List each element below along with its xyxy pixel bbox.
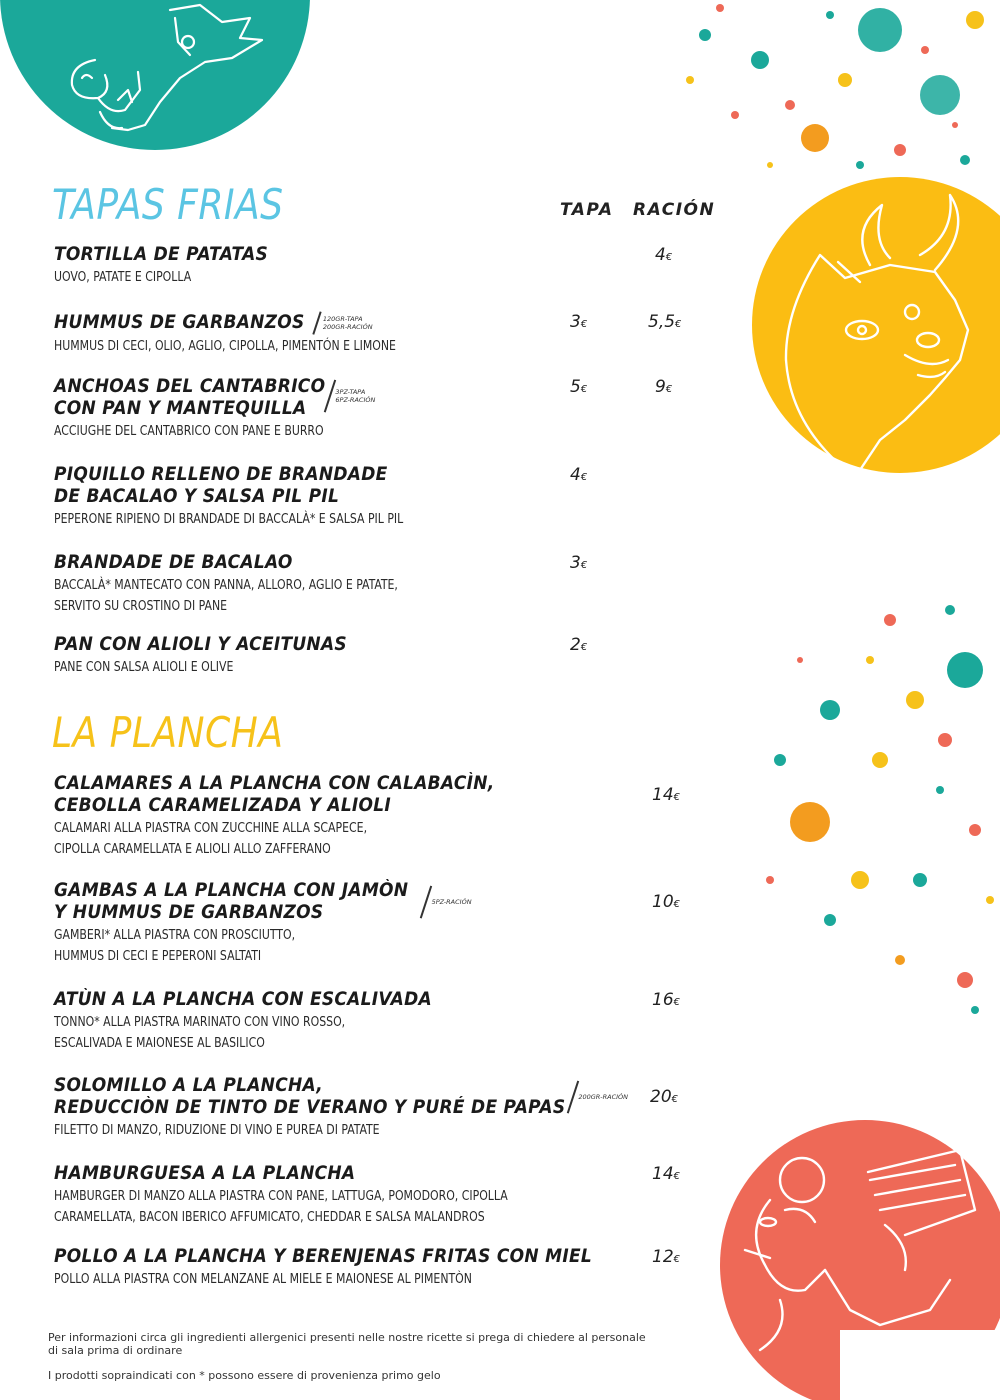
item-name: HAMBURGUESA A LA PLANCHA: [54, 1163, 356, 1184]
item-name: PAN CON ALIOLI Y ACEITUNAS: [54, 634, 347, 655]
item-description-line2: CARAMELLATA, BACON IBERICO AFFUMICATO, CHEDDAR E SALSA MALANDROS: [54, 1209, 485, 1225]
price-racion: 9€: [655, 377, 673, 397]
item-description-line2: HUMMUS DI CECI E PEPERONI SALTATI: [54, 948, 262, 964]
price-tapa: 4€: [570, 465, 588, 485]
item-name-line2: Y HUMMUS DE GARBANZOS: [54, 902, 324, 923]
menu-item: [54, 634, 654, 677]
item-name: BRANDADE DE BACALAO: [54, 552, 293, 573]
item-name: GAMBAS A LA PLANCHA CON JAMÒN: [54, 880, 409, 901]
portion-note: 3PZ-TAPA 6PZ-RACIÓN: [329, 379, 375, 413]
item-name: SOLOMILLO A LA PLANCHA,: [54, 1075, 323, 1096]
column-header-tapa: TAPA: [560, 200, 614, 220]
menu-item: [54, 773, 654, 859]
price-tapa: 3€: [570, 312, 588, 332]
item-description: PANE CON SALSA ALIOLI E OLIVE: [54, 659, 234, 675]
item-name: TORTILLA DE PATATAS: [54, 244, 269, 265]
item-description-line2: CIPOLLA CARAMELLATA E ALIOLI ALLO ZAFFERANO: [54, 841, 331, 857]
menu-item: [54, 1075, 654, 1140]
portion-note: 120GR-TAPA 200GR-RACIÓN: [316, 311, 372, 335]
portion-note: 200GR-RACIÓN: [572, 1080, 628, 1114]
item-description: HUMMUS DI CECI, OLIO, AGLIO, CIPOLLA, PIMENTÓN E LIMONE: [54, 338, 396, 354]
menu-item: [54, 1246, 654, 1289]
menu-item: [54, 552, 654, 616]
price-racion: 20€: [650, 1087, 679, 1107]
price-racion: 16€: [652, 990, 681, 1010]
item-name-line2: DE BACALAO Y SALSA PIL PIL: [54, 486, 340, 507]
item-description: ACCIUGHE DEL CANTABRICO CON PANE E BURRO: [54, 423, 324, 439]
allergen-note: Per informazioni circa gli ingredienti allergenici presenti nelle nostre ricette si prega di chiedere al personale di sala prima di ordinare: [48, 1331, 646, 1357]
item-name: PIQUILLO RELLENO DE BRANDADE: [54, 464, 388, 485]
item-description-line2: SERVITO SU CROSTINO DI PANE: [54, 598, 228, 614]
menu-item: [54, 244, 654, 287]
item-name-line2: CEBOLLA CARAMELIZADA Y ALIOLI: [54, 795, 392, 816]
item-name-line2: CON PAN Y MANTEQUILLA: [54, 398, 307, 419]
item-description: POLLO ALLA PIASTRA CON MELANZANE AL MIELE E MAIONESE AL PIMENTÒN: [54, 1271, 472, 1287]
item-name-line2: REDUCCIÒN DE TINTO DE VERANO Y PURÉ DE PAPAS: [54, 1097, 566, 1118]
menu-item: [54, 989, 654, 1053]
item-description: TONNO* ALLA PIASTRA MARINATO CON VINO ROSSO,: [54, 1014, 346, 1030]
menu-item: [54, 880, 654, 966]
item-name: HUMMUS DE GARBANZOS: [54, 312, 305, 333]
item-name: CALAMARES A LA PLANCHA CON CALABACÌN,: [54, 773, 495, 794]
item-description: HAMBURGER DI MANZO ALLA PIASTRA CON PANE, LATTUGA, POMODORO, CIPOLLA: [54, 1188, 508, 1204]
portion-note: 5PZ-RACIÓN: [425, 885, 471, 919]
item-description: BACCALÀ* MANTECATO CON PANNA, ALLORO, AGLIO E PATATE,: [54, 577, 398, 593]
menu-item: [54, 376, 654, 441]
menu-item: [54, 311, 654, 356]
price-tapa: 2€: [570, 635, 588, 655]
item-description: FILETTO DI MANZO, RIDUZIONE DI VINO E PUREA DI PATATE: [54, 1122, 380, 1138]
paint-splatter-middle: [766, 605, 994, 1014]
section-title-tapas-frias: TAPAS FRIAS: [52, 180, 284, 229]
price-racion: 10€: [652, 892, 681, 912]
item-description: CALAMARI ALLA PIASTRA CON ZUCCHINE ALLA SCAPECE,: [54, 820, 368, 836]
item-name: ATÙN A LA PLANCHA CON ESCALIVADA: [54, 989, 432, 1010]
item-description-line2: ESCALIVADA E MAIONESE AL BASILICO: [54, 1035, 265, 1051]
menu-item: [54, 464, 654, 529]
price-racion: 12€: [652, 1247, 681, 1267]
item-description: UOVO, PATATE E CIPOLLA: [54, 269, 192, 285]
item-name: ANCHOAS DEL CANTABRICO: [54, 376, 326, 397]
price-racion: 5,5€: [648, 312, 682, 332]
price-tapa: 3€: [570, 553, 588, 573]
price-racion: 14€: [652, 1164, 681, 1184]
column-header-racion: RACIÓN: [633, 200, 716, 220]
item-description: GAMBERI* ALLA PIASTRA CON PROSCIUTTO,: [54, 927, 296, 943]
price-tapa: 5€: [570, 377, 588, 397]
paint-splatter-top: [686, 4, 984, 169]
frozen-products-note: I prodotti sopraindicati con * possono essere di provenienza primo gelo: [48, 1369, 441, 1382]
item-description: PEPERONE RIPIENO DI BRANDADE DI BACCALÀ* E SALSA PIL PIL: [54, 511, 404, 527]
item-name: POLLO A LA PLANCHA Y BERENJENAS FRITAS CON MIEL: [54, 1246, 592, 1267]
price-racion: 14€: [652, 785, 681, 805]
price-racion: 4€: [655, 245, 673, 265]
menu-item: [54, 1163, 654, 1227]
section-title-la-plancha: LA PLANCHA: [52, 708, 284, 757]
